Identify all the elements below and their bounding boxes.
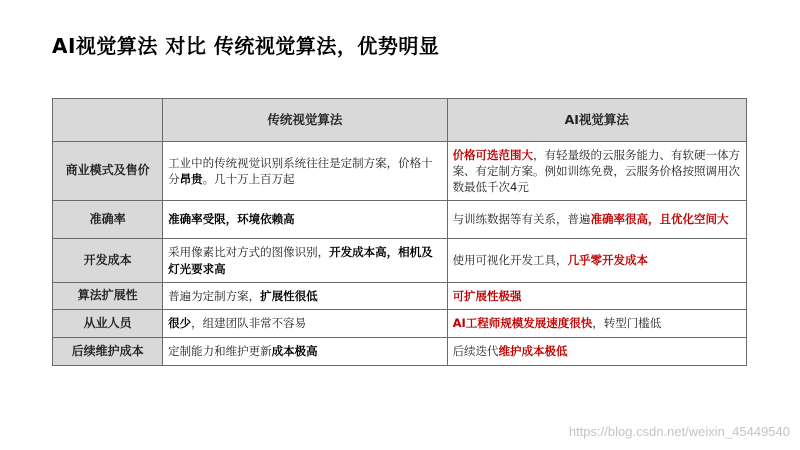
cell-text: ，组建团队非常不容易 [191,316,307,331]
watermark-url: https://blog.csdn.net/weixin_45449540 [568,424,790,439]
ai-cell [447,283,746,310]
highlight-text: 价格可选范围大 [452,147,534,162]
traditional-cell [163,201,447,239]
comparison-table [52,98,747,366]
highlight-text: 准确率很高，且优化空间大 [590,212,729,227]
row-label: 算法扩展性 [53,283,163,310]
cell-text: 使用可视化开发工具， [452,253,568,268]
cell-text: 普遍为定制方案， [168,288,261,303]
cell-text: 后续迭代 [452,344,499,359]
cell-text: ，有轻量级的云服务能力、有软硬一体方案、有定制方案。例如训练免费，云服务价格按照调用次数最低千次4元 [452,147,741,195]
table-header-row [53,99,747,142]
table-row [53,338,747,366]
table-row [53,283,747,310]
ai-cell [447,201,746,239]
cell-text: 与训练数据等有关系，普遍 [452,212,591,227]
emphasis-text: 成本极高 [271,344,318,359]
cell-text: ，转型门槛低 [592,316,662,331]
row-label: 商业模式及售价 [53,142,163,201]
cell-text: 。几十万上百万起 [202,172,295,186]
emphasis-text: 很少 [168,316,192,331]
highlight-text: 维护成本极低 [498,344,568,359]
traditional-cell [163,142,447,201]
emphasis-text: 准确率受限，环境依赖高 [168,212,295,227]
ai-cell [447,310,746,338]
highlight-text: AI工程师规模发展速度很快 [452,316,593,331]
traditional-cell [163,239,447,283]
header-corner-cell [53,99,163,142]
traditional-cell [163,338,447,366]
header-ai: AI视觉算法 [447,99,746,142]
ai-cell [447,142,746,201]
highlight-text: 可扩展性极强 [452,288,522,303]
cell-text: 工业中的传统视觉识别系统往往是定制方案，价格十分 [168,155,433,186]
row-label: 准确率 [53,201,163,239]
row-label: 后续维护成本 [53,338,163,366]
emphasis-text: 扩展性很低 [260,288,318,303]
table-row [53,239,747,283]
row-label: 开发成本 [53,239,163,283]
cell-text: 定制能力和维护更新 [168,344,272,359]
highlight-text: 几乎零开发成本 [567,253,649,268]
table-row [53,310,747,338]
slide-title: AI视觉算法 对比 传统视觉算法，优势明显 [52,34,440,58]
header-traditional: 传统视觉算法 [163,99,447,142]
table-row [53,142,747,201]
ai-cell [447,338,746,366]
traditional-cell [163,310,447,338]
cell-text: 采用像素比对方式的图像识别， [168,245,330,260]
emphasis-text: 昂贵 [179,172,203,186]
ai-cell [447,239,746,283]
row-label: 从业人员 [53,310,163,338]
table-row [53,201,747,239]
traditional-cell [163,283,447,310]
emphasis-text: 开发成本高，相机及灯光要求高 [168,245,433,276]
